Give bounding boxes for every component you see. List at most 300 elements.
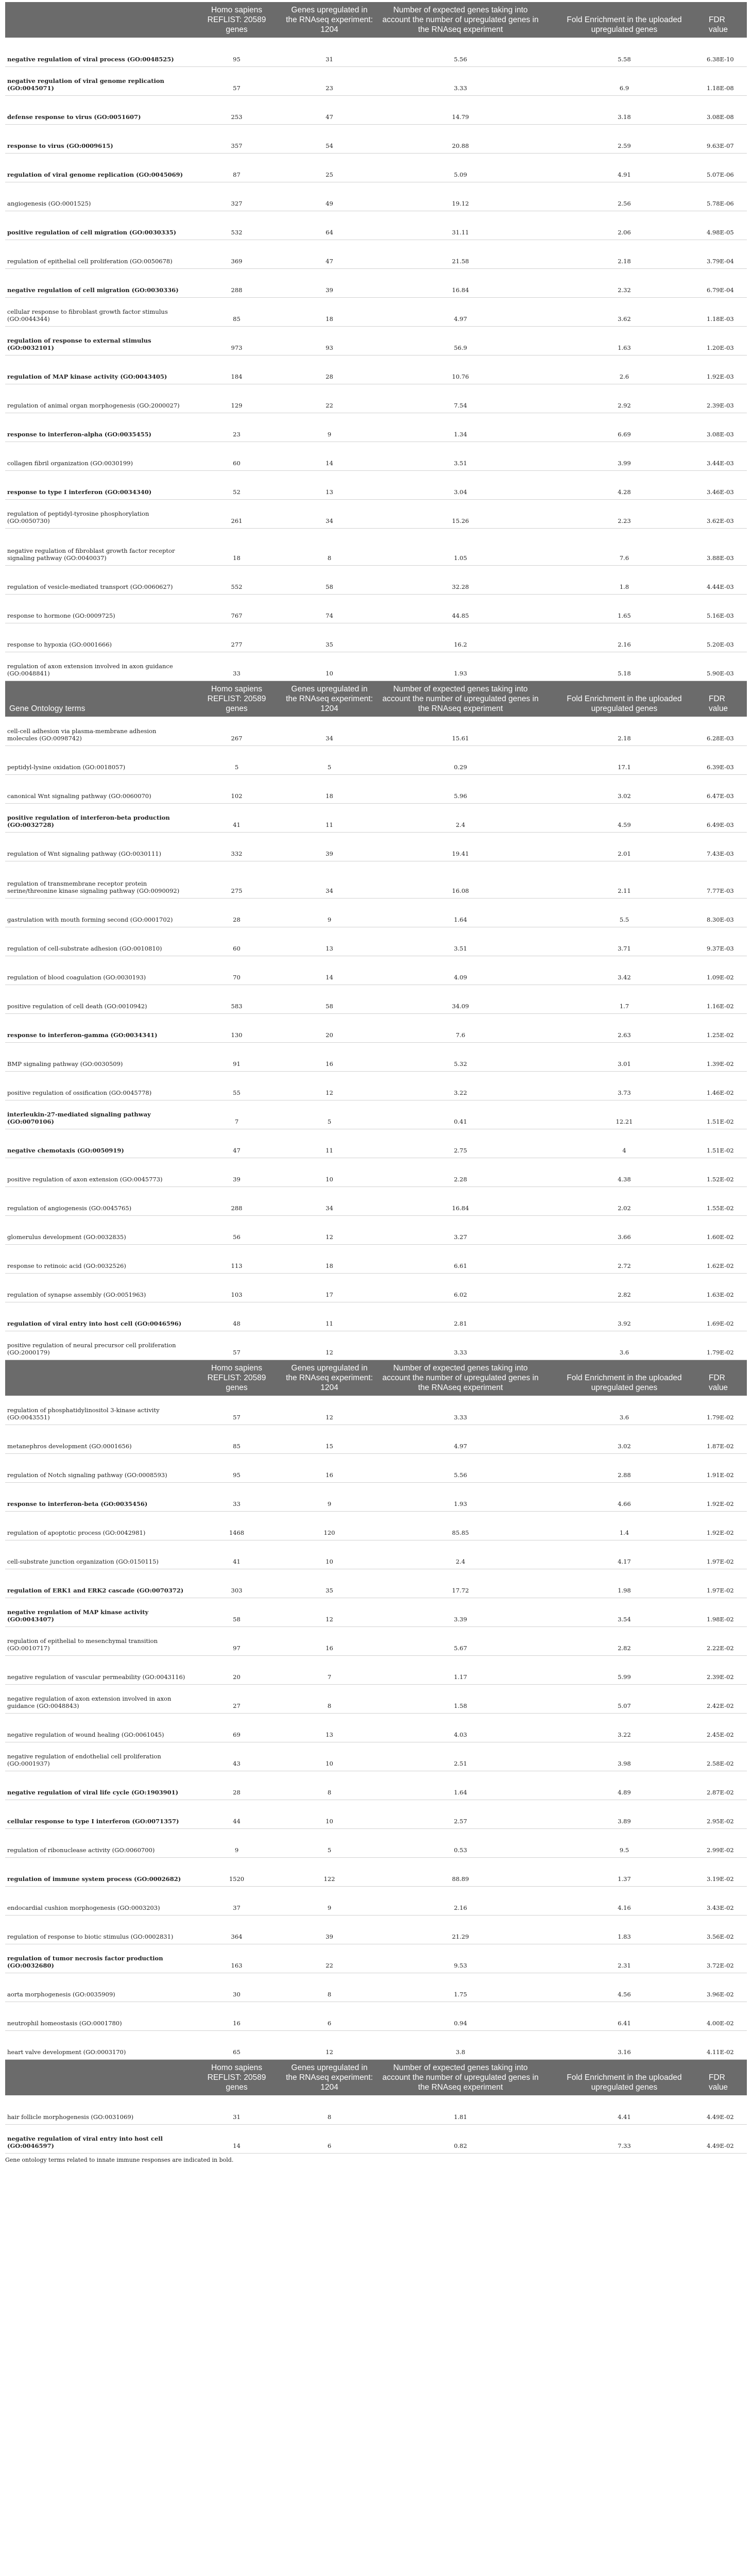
table-row [5,38,747,67]
cell-fdr: 1.51E-02 [705,1129,747,1158]
cell-fdr: 5.78E-06 [705,182,747,211]
cell-up: 58 [282,566,377,595]
cell-ref: 95 [192,1454,282,1483]
table-row [5,529,747,566]
column-header-ref: Homo sapiens REFLIST: 20589 genes [192,681,282,717]
column-header-term [5,2,192,38]
cell-exp: 32.28 [377,566,544,595]
cell-exp: 5.09 [377,154,544,182]
cell-exp: 7.6 [377,1014,544,1043]
cell-fdr: 1.79E-02 [705,1396,747,1425]
cell-term: regulation of epithelial to mesenchymal transition (GO:0010717) [5,1627,192,1656]
cell-up: 28 [282,355,377,384]
table-row [5,1187,747,1216]
cell-ref: 31 [192,2096,282,2125]
cell-up: 16 [282,1627,377,1656]
table-row [5,1274,747,1302]
cell-ref: 87 [192,154,282,182]
cell-ref: 91 [192,1043,282,1072]
cell-ref: 18 [192,529,282,566]
cell-fold: 5.07 [544,1685,705,1714]
cell-ref: 57 [192,67,282,96]
cell-up: 12 [282,1216,377,1245]
cell-fdr: 6.79E-04 [705,269,747,298]
cell-fdr: 3.62E-03 [705,500,747,529]
cell-fold: 4.56 [544,1973,705,2002]
cell-up: 12 [282,1396,377,1425]
cell-fdr: 2.39E-03 [705,384,747,413]
cell-term: negative regulation of endothelial cell proliferation (GO:0001937) [5,1742,192,1771]
cell-exp: 1.93 [377,1483,544,1512]
cell-up: 13 [282,471,377,500]
column-header-exp: Number of expected genes taking into account the number of upregulated genes in the RNAseq experiment [377,2060,544,2096]
table-row [5,1887,747,1916]
cell-fdr: 3.72E-02 [705,1944,747,1973]
cell-exp: 1.81 [377,2096,544,2125]
cell-term: BMP signaling pathway (GO:0030509) [5,1043,192,1072]
table-row [5,1916,747,1944]
cell-term: glomerulus development (GO:0032835) [5,1216,192,1245]
cell-up: 23 [282,67,377,96]
cell-exp: 85.85 [377,1512,544,1540]
cell-fdr: 1.92E-02 [705,1512,747,1540]
cell-up: 5 [282,1100,377,1129]
cell-up: 8 [282,529,377,566]
cell-term: regulation of vesicle-mediated transport (GO:0060627) [5,566,192,595]
cell-up: 9 [282,1887,377,1916]
cell-up: 8 [282,1771,377,1800]
table-row [5,1158,747,1187]
cell-ref: 103 [192,1274,282,1302]
cell-fdr: 1.91E-02 [705,1454,747,1483]
cell-exp: 3.33 [377,1331,544,1360]
cell-ref: 129 [192,384,282,413]
table-row [5,413,747,442]
cell-ref: 275 [192,861,282,899]
cell-fold: 2.88 [544,1454,705,1483]
cell-fold: 2.82 [544,1274,705,1302]
cell-ref: 973 [192,327,282,355]
cell-term: regulation of tumor necrosis factor production (GO:0032680) [5,1944,192,1973]
column-header-exp: Number of expected genes taking into account the number of upregulated genes in the RNAseq experiment [377,1360,544,1396]
cell-fdr: 6.38E-10 [705,38,747,67]
cell-fold: 3.16 [544,2031,705,2060]
cell-fold: 1.7 [544,985,705,1014]
cell-up: 18 [282,1245,377,1274]
cell-exp: 5.96 [377,775,544,804]
cell-ref: 9 [192,1829,282,1858]
cell-term: regulation of Wnt signaling pathway (GO:0030111) [5,833,192,861]
cell-exp: 3.8 [377,2031,544,2060]
cell-ref: 47 [192,1129,282,1158]
cell-term: negative regulation of viral genome replication (GO:0045071) [5,67,192,96]
cell-fdr: 1.97E-02 [705,1540,747,1569]
cell-exp: 6.02 [377,1274,544,1302]
cell-term: regulation of peptidyl-tyrosine phosphorylation (GO:0050730) [5,500,192,529]
cell-term: regulation of Notch signaling pathway (GO:0008593) [5,1454,192,1483]
cell-fold: 3.73 [544,1072,705,1100]
table-row [5,67,747,96]
cell-fold: 3.01 [544,1043,705,1072]
cell-up: 6 [282,2002,377,2031]
cell-term: canonical Wnt signaling pathway (GO:0060070) [5,775,192,804]
cell-fold: 2.6 [544,355,705,384]
table-row [5,500,747,529]
cell-up: 49 [282,182,377,211]
cell-term: regulation of apoptotic process (GO:0042981) [5,1512,192,1540]
cell-ref: 30 [192,1973,282,2002]
cell-fdr: 4.49E-02 [705,2096,747,2125]
cell-fdr: 6.47E-03 [705,775,747,804]
cell-fold: 2.16 [544,623,705,652]
cell-fdr: 8.30E-03 [705,899,747,927]
cell-exp: 15.26 [377,500,544,529]
cell-fold: 5.18 [544,652,705,681]
cell-exp: 5.56 [377,38,544,67]
table-row [5,2002,747,2031]
cell-term: interleukin-27-mediated signaling pathway (GO:0070106) [5,1100,192,1129]
cell-exp: 5.67 [377,1627,544,1656]
cell-up: 122 [282,1858,377,1887]
cell-fold: 7.33 [544,2125,705,2154]
cell-exp: 21.58 [377,240,544,269]
cell-term: negative chemotaxis (GO:0050919) [5,1129,192,1158]
cell-ref: 130 [192,1014,282,1043]
cell-fdr: 1.97E-02 [705,1569,747,1598]
cell-fold: 1.65 [544,595,705,623]
cell-ref: 56 [192,1216,282,1245]
cell-exp: 0.41 [377,1100,544,1129]
cell-term: regulation of viral entry into host cell (GO:0046596) [5,1302,192,1331]
cell-fdr: 2.99E-02 [705,1829,747,1858]
cell-up: 35 [282,1569,377,1598]
table-row [5,1302,747,1331]
cell-fdr: 3.56E-02 [705,1916,747,1944]
cell-up: 25 [282,154,377,182]
cell-up: 12 [282,1072,377,1100]
cell-term: positive regulation of cell death (GO:0010942) [5,985,192,1014]
cell-fold: 2.06 [544,211,705,240]
cell-ref: 60 [192,442,282,471]
cell-up: 120 [282,1512,377,1540]
cell-term: collagen fibril organization (GO:0030199) [5,442,192,471]
cell-exp: 44.85 [377,595,544,623]
cell-up: 10 [282,1742,377,1771]
cell-ref: 97 [192,1627,282,1656]
cell-exp: 0.29 [377,746,544,775]
cell-exp: 2.4 [377,804,544,833]
cell-exp: 4.09 [377,956,544,985]
column-header-fdr: FDR value [705,681,747,717]
cell-ref: 37 [192,1887,282,1916]
cell-term: regulation of viral genome replication (GO:0045069) [5,154,192,182]
cell-fold: 2.72 [544,1245,705,1274]
table-row [5,1540,747,1569]
cell-term: regulation of animal organ morphogenesis (GO:2000027) [5,384,192,413]
cell-fdr: 5.20E-03 [705,623,747,652]
cell-fdr: 4.44E-03 [705,566,747,595]
cell-up: 39 [282,833,377,861]
cell-ref: 16 [192,2002,282,2031]
cell-term: negative regulation of viral life cycle (GO:1903901) [5,1771,192,1800]
cell-up: 10 [282,1800,377,1829]
cell-fold: 5.5 [544,899,705,927]
table-row [5,746,747,775]
table-row [5,96,747,125]
cell-fold: 1.98 [544,1569,705,1598]
cell-fdr: 5.07E-06 [705,154,747,182]
cell-exp: 0.82 [377,2125,544,2154]
table-row [5,2125,747,2154]
cell-exp: 0.53 [377,1829,544,1858]
cell-fold: 4.28 [544,471,705,500]
cell-up: 22 [282,384,377,413]
table-row [5,211,747,240]
cell-ref: 163 [192,1944,282,1973]
cell-ref: 48 [192,1302,282,1331]
table-row [5,595,747,623]
cell-ref: 85 [192,1425,282,1454]
cell-fdr: 1.79E-02 [705,1331,747,1360]
cell-exp: 5.32 [377,1043,544,1072]
table-row [5,298,747,327]
table-row [5,804,747,833]
cell-term: positive regulation of cell migration (GO:0030335) [5,211,192,240]
table-row [5,833,747,861]
cell-fold: 2.56 [544,182,705,211]
cell-fdr: 4.98E-05 [705,211,747,240]
cell-exp: 1.17 [377,1656,544,1685]
cell-ref: 5 [192,746,282,775]
cell-up: 10 [282,1158,377,1187]
cell-fold: 1.4 [544,1512,705,1540]
cell-exp: 16.2 [377,623,544,652]
cell-term: positive regulation of ossification (GO:0045778) [5,1072,192,1100]
cell-term: endocardial cushion morphogenesis (GO:0003203) [5,1887,192,1916]
column-header-fdr: FDR value [705,2060,747,2096]
table-row [5,623,747,652]
cell-exp: 3.33 [377,1396,544,1425]
cell-exp: 2.4 [377,1540,544,1569]
cell-up: 34 [282,500,377,529]
cell-fdr: 2.42E-02 [705,1685,747,1714]
column-header-up: Genes upregulated in the RNAseq experiment: 1204 [282,681,377,717]
cell-exp: 17.72 [377,1569,544,1598]
cell-ref: 27 [192,1685,282,1714]
cell-exp: 3.22 [377,1072,544,1100]
cell-fold: 6.41 [544,2002,705,2031]
cell-ref: 58 [192,1598,282,1627]
cell-term: negative regulation of vascular permeability (GO:0043116) [5,1656,192,1685]
cell-exp: 2.81 [377,1302,544,1331]
cell-ref: 95 [192,38,282,67]
table-row [5,240,747,269]
table-row [5,652,747,681]
cell-fold: 3.71 [544,927,705,956]
column-header-up: Genes upregulated in the RNAseq experiment: 1204 [282,2060,377,2096]
table-row [5,384,747,413]
table-row [5,269,747,298]
cell-ref: 288 [192,269,282,298]
cell-fdr: 9.37E-03 [705,927,747,956]
cell-fold: 9.5 [544,1829,705,1858]
cell-ref: 288 [192,1187,282,1216]
cell-fdr: 1.69E-02 [705,1302,747,1331]
cell-ref: 33 [192,1483,282,1512]
cell-fold: 3.99 [544,442,705,471]
cell-exp: 31.11 [377,211,544,240]
column-header-exp: Number of expected genes taking into account the number of upregulated genes in the RNAseq experiment [377,2,544,38]
cell-term: gastrulation with mouth forming second (GO:0001702) [5,899,192,927]
table-row [5,1100,747,1129]
cell-fold: 1.37 [544,1858,705,1887]
cell-exp: 21.29 [377,1916,544,1944]
cell-term: response to interferon-beta (GO:0035456) [5,1483,192,1512]
cell-term: negative regulation of MAP kinase activity (GO:0043407) [5,1598,192,1627]
cell-ref: 357 [192,125,282,154]
cell-up: 47 [282,96,377,125]
cell-up: 16 [282,1043,377,1072]
column-header-fold: Fold Enrichment in the uploaded upregulated genes [544,681,705,717]
cell-exp: 6.61 [377,1245,544,1274]
cell-up: 58 [282,985,377,1014]
cell-exp: 88.89 [377,1858,544,1887]
cell-up: 11 [282,804,377,833]
cell-exp: 3.33 [377,67,544,96]
go-enrichment-table [5,2,747,2154]
cell-fold: 3.54 [544,1598,705,1627]
cell-exp: 9.53 [377,1944,544,1973]
cell-fold: 2.01 [544,833,705,861]
cell-term: response to retinoic acid (GO:0032526) [5,1245,192,1274]
table-row [5,1454,747,1483]
cell-fdr: 3.08E-03 [705,413,747,442]
table-row [5,1800,747,1829]
table-row [5,1685,747,1714]
cell-fdr: 4.00E-02 [705,2002,747,2031]
table-row [5,1129,747,1158]
cell-fdr: 1.18E-08 [705,67,747,96]
cell-up: 12 [282,1598,377,1627]
cell-fdr: 7.77E-03 [705,861,747,899]
cell-ref: 69 [192,1714,282,1742]
cell-exp: 20.88 [377,125,544,154]
cell-ref: 332 [192,833,282,861]
cell-fold: 4.66 [544,1483,705,1512]
cell-term: regulation of immune system process (GO:0002682) [5,1858,192,1887]
cell-ref: 7 [192,1100,282,1129]
cell-fdr: 2.39E-02 [705,1656,747,1685]
cell-up: 31 [282,38,377,67]
cell-exp: 7.54 [377,384,544,413]
cell-ref: 70 [192,956,282,985]
cell-term: regulation of ribonuclease activity (GO:0060700) [5,1829,192,1858]
cell-ref: 369 [192,240,282,269]
cell-fold: 1.83 [544,1916,705,1944]
table-row [5,327,747,355]
table-row [5,927,747,956]
cell-up: 6 [282,2125,377,2154]
cell-ref: 39 [192,1158,282,1187]
cell-fold: 7.6 [544,529,705,566]
table-row [5,1714,747,1742]
table-row [5,1425,747,1454]
cell-fold: 3.02 [544,1425,705,1454]
cell-ref: 102 [192,775,282,804]
cell-exp: 4.97 [377,298,544,327]
cell-exp: 14.79 [377,96,544,125]
cell-fold: 2.23 [544,500,705,529]
cell-exp: 4.97 [377,1425,544,1454]
cell-fold: 12.21 [544,1100,705,1129]
cell-fdr: 3.79E-04 [705,240,747,269]
cell-fdr: 1.63E-02 [705,1274,747,1302]
cell-fold: 4.41 [544,2096,705,2125]
column-header-up: Genes upregulated in the RNAseq experiment: 1204 [282,1360,377,1396]
cell-fold: 1.8 [544,566,705,595]
cell-fold: 2.82 [544,1627,705,1656]
table-row [5,1245,747,1274]
cell-up: 35 [282,623,377,652]
cell-up: 18 [282,775,377,804]
cell-ref: 20 [192,1656,282,1685]
cell-up: 12 [282,1331,377,1360]
table-row [5,1973,747,2002]
cell-term: regulation of response to biotic stimulus (GO:0002831) [5,1916,192,1944]
cell-exp: 19.12 [377,182,544,211]
cell-fdr: 6.49E-03 [705,804,747,833]
cell-up: 14 [282,956,377,985]
cell-up: 74 [282,595,377,623]
cell-fold: 2.18 [544,717,705,746]
cell-ref: 277 [192,623,282,652]
cell-term: neutrophil homeostasis (GO:0001780) [5,2002,192,2031]
cell-fold: 2.11 [544,861,705,899]
cell-up: 64 [282,211,377,240]
cell-up: 9 [282,413,377,442]
cell-fold: 3.62 [544,298,705,327]
cell-up: 11 [282,1302,377,1331]
cell-fold: 3.92 [544,1302,705,1331]
cell-fold: 6.69 [544,413,705,442]
cell-ref: 44 [192,1800,282,1829]
cell-term: positive regulation of interferon-beta production (GO:0032728) [5,804,192,833]
cell-fold: 4.89 [544,1771,705,1800]
cell-up: 9 [282,899,377,927]
cell-fdr: 1.25E-02 [705,1014,747,1043]
cell-fold: 1.63 [544,327,705,355]
table-row [5,1014,747,1043]
cell-ref: 1468 [192,1512,282,1540]
cell-term: negative regulation of wound healing (GO:0061045) [5,1714,192,1742]
cell-up: 47 [282,240,377,269]
cell-exp: 3.51 [377,927,544,956]
cell-exp: 2.28 [377,1158,544,1187]
cell-term: negative regulation of cell migration (GO:0030336) [5,269,192,298]
cell-exp: 1.58 [377,1685,544,1714]
cell-ref: 60 [192,927,282,956]
cell-fdr: 1.92E-02 [705,1483,747,1512]
table-row [5,1858,747,1887]
cell-term: peptidyl-lysine oxidation (GO:0018057) [5,746,192,775]
cell-term: regulation of cell-substrate adhesion (GO:0010810) [5,927,192,956]
cell-fdr: 1.60E-02 [705,1216,747,1245]
cell-fdr: 9.63E-07 [705,125,747,154]
cell-fdr: 1.09E-02 [705,956,747,985]
cell-up: 16 [282,1454,377,1483]
cell-term: regulation of blood coagulation (GO:0030193) [5,956,192,985]
cell-term: response to virus (GO:0009615) [5,125,192,154]
